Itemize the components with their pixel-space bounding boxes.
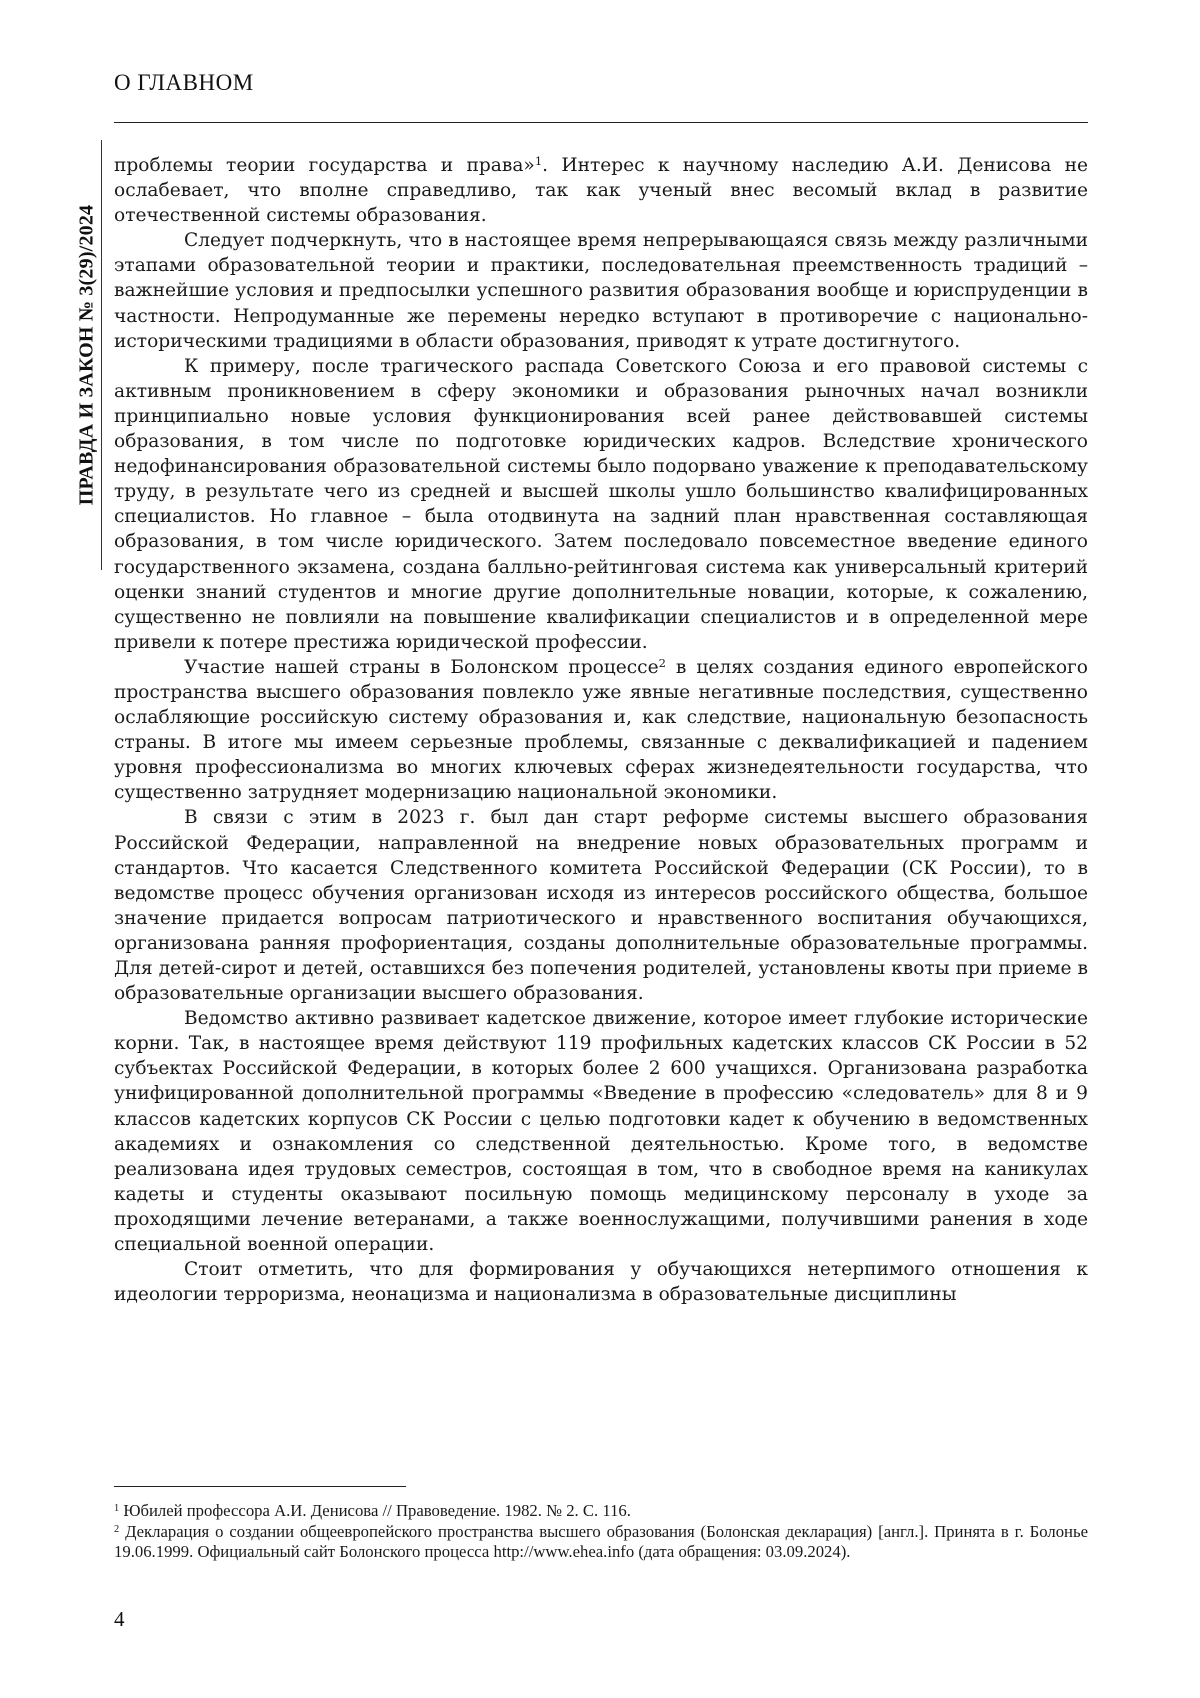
- paragraph-text: В связи с этим в 2023 г. был дан старт реформе системы высшего образования Российской Федерации, направленной на внедрение новых образовательных программ и стандартов. Что касается Следственного комитета Российской Федерации (СК России), то в ведомстве процесс обучения организован исходя из интересов российского общества, большое значение придается вопросам патриотического и нравственного воспитания обучающихся, организована ранняя профориентация, созданы дополнительные образовательные программы. Для детей-сирот и детей, оставшихся без попечения родителей, установлены квоты при приеме в образовательные организации высшего образования.: [114, 807, 1088, 1005]
- paragraph-text: Участие нашей страны в Болонском процессе: [184, 656, 659, 678]
- footnote-marker: 1: [114, 1502, 120, 1514]
- paragraph-text: проблемы теории государства и права»: [114, 155, 535, 176]
- article-body: [114, 153, 1088, 1307]
- body-paragraph: [114, 1257, 1088, 1307]
- section-title: О ГЛАВНОМ: [114, 70, 254, 95]
- body-paragraph: [114, 1006, 1088, 1257]
- body-paragraph: [114, 228, 1088, 353]
- footnote-text: Юбилей профессора А.И. Денисова // Правоведение. 1982. № 2. С. 116.: [119, 1501, 631, 1520]
- footnote-marker: 2: [114, 1523, 120, 1535]
- footnotes: [114, 1501, 1088, 1563]
- footnote-reference: 1: [534, 154, 543, 169]
- footnote-rule: [114, 1486, 406, 1487]
- footnote-item: [114, 1522, 1088, 1563]
- body-paragraph: [114, 153, 1088, 228]
- body-paragraph: [114, 354, 1088, 655]
- journal-side-label: ПРАВДА И ЗАКОН № 3(29)/2024: [75, 204, 98, 506]
- body-paragraph: [114, 655, 1088, 806]
- footnote-text: Декларация о создании общеевропейского пространства высшего образования (Болонская декларация) [англ.]. Принята в г. Болонье 19.06.1999. Официальный сайт Болонского процесса http://www.ehea.info (дата обращения: 03.09.2024).: [114, 1521, 1088, 1561]
- paragraph-text: Следует подчеркнуть, что в настоящее время непрерывающаяся связь между различными этапами образовательной теории и практики, последовательная преемственность традиций – важнейшие условия и предпосылки успешного развития образования вообще и юриспруденции в частности. Непродуманные же перемены нередко вступают в противоречие с национально-историческими традициями в области образования, приводят к утрате достигнутого.: [114, 230, 1088, 352]
- paragraph-text: Ведомство активно развивает кадетское движение, которое имеет глубокие исторические корни. Так, в настоящее время действуют 119 профильных кадетских классов СК России в 52 субъектах Российской Федерации, в которых более 2 600 учащихся. Организована разработка унифицированной дополнительной программы «Введение в профессию «следователь» для 8 и 9 классов кадетских корпусов СК России с целью подготовки кадет к обучению в ведомственных академиях и ознакомления со следственной деятельностью. Кроме того, в ведомстве реализована идея трудовых семестров, состоящая в том, что в свободное время на каникулах кадеты и студенты оказывают посильную помощь медицинскому персоналу в уходе за проходящими лечение ветеранами, а также военнослужащими, получившими ранения в ходе специальной военной операции.: [114, 1008, 1088, 1256]
- paragraph-text: . Интерес к научному наследию А.И. Денисова не ослабевает, что вполне справедливо, так как ученый внес весомый вклад в развитие отечественной системы образования.: [114, 155, 1088, 227]
- footnote-item: [114, 1501, 1088, 1522]
- paragraph-text: в целях создания единого европейского пространства высшего образования повлекло уже явные негативные последствия, существенно ослабляющие российскую систему образования и, как следствие, национальную безопасность страны. В итоге мы имеем серьезные проблемы, связанные с деквалификацией и падением уровня профессионализма во многих ключевых сферах жизнедеятельности государства, что существенно затрудняет модернизацию национальной экономики.: [114, 656, 1088, 804]
- paragraph-text: Стоит отметить, что для формирования у обучающихся нетерпимого отношения к идеологии терроризма, неонацизма и национализма в образовательные дисциплины: [114, 1259, 1088, 1306]
- header-rule: [114, 122, 1088, 123]
- paragraph-text: К примеру, после трагического распада Советского Союза и его правовой системы с активным проникновением в сферу экономики и образования рыночных начал возникли принципиально новые условия функционирования всей ранее действовавшей системы образования, в том числе по подготовке юридических кадров. Вследствие хронического недофинансирования образовательной системы было подорвано уважение к преподавательскому труду, в результате чего из средней и высшей школы ушло большинство квалифицированных специалистов. Но главное – была отодвинута на задний план нравственная составляющая образования, в том числе юридического. Затем последовало повсеместное введение единого государственного экзамена, создана балльно-рейтинговая система как универсальный критерий оценки знаний студентов и многие другие дополнительные новации, которые, к сожалению, существенно не повлияли на повышение квалификации специалистов и в определенной мере привели к потере престижа юридической профессии.: [114, 355, 1088, 653]
- journal-side-banner: [72, 140, 102, 570]
- footnote-reference: 2: [658, 656, 666, 671]
- page-number: 4: [114, 1607, 125, 1631]
- side-rule: [101, 140, 102, 570]
- body-paragraph: [114, 805, 1088, 1006]
